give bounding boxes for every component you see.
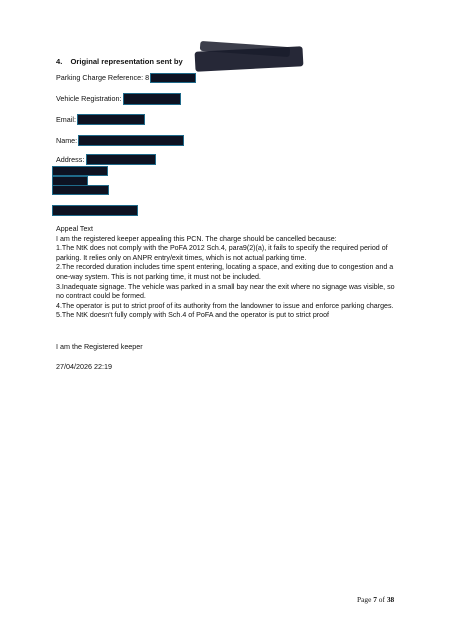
appeal-section	[56, 225, 396, 321]
name-row	[56, 136, 77, 147]
page-label: Page	[357, 595, 372, 604]
page-number: 7	[373, 595, 377, 604]
parking-ref-row	[56, 73, 149, 84]
address-line4-redaction	[52, 185, 109, 195]
extra-field-redaction	[52, 205, 138, 216]
of-label: of	[378, 595, 385, 604]
address-line2-redaction	[52, 166, 108, 176]
address-line1-redaction	[86, 154, 156, 165]
parking-ref-label: Parking Charge Reference:	[56, 73, 144, 82]
parking-ref-prefix: 8	[145, 73, 150, 82]
address-row	[56, 155, 84, 166]
submission-timestamp: 27/04/2026 22:19	[56, 362, 112, 371]
vehicle-reg-row	[56, 94, 122, 105]
appeal-point: 5.The NtK doesn't fully comply with Sch.4 of PoFA and the operator is put to strict proof	[56, 311, 330, 320]
page-footer	[357, 595, 394, 604]
section-heading	[56, 57, 183, 66]
section-title: Original representation sent by	[70, 57, 183, 66]
appeal-point: 3.Inadequate signage. The vehicle was parked in a small bay near the exit where no signage was visible, so no contract could be formed.	[56, 282, 395, 301]
vehicle-reg-redaction	[123, 93, 181, 105]
email-row	[56, 115, 76, 126]
appeal-intro: I am the registered keeper appealing this PCN. The charge should be cancelled because:	[56, 234, 337, 243]
total-pages: 38	[386, 595, 395, 604]
address-label: Address:	[56, 155, 85, 164]
closing-statement: I am the Registered keeper	[56, 342, 143, 351]
name-label: Name:	[56, 136, 78, 145]
email-label: Email:	[56, 115, 76, 124]
appeal-point: 4.The operator is put to strict proof of its authority from the landowner to issue and enforce parking charges.	[56, 301, 394, 310]
section-number: 4.	[56, 57, 63, 66]
appeal-point: 2.The recorded duration includes time spent entering, locating a space, and exiting due to congestion and a one-way system. This is not parking time, it must not be included.	[56, 263, 394, 281]
parking-ref-redaction	[150, 73, 196, 83]
appeal-point: 1.The NtK does not comply with the PoFA 2012 Sch.4, para9(2)(a), it fails to specify the required period of parking. It relies only on ANPR entry/exit times, which is not actual parking time.	[56, 244, 388, 262]
appeal-title: Appeal Text	[56, 225, 93, 233]
name-redaction	[78, 135, 184, 146]
email-redaction	[77, 114, 145, 125]
vehicle-reg-label: Vehicle Registration:	[56, 94, 122, 103]
